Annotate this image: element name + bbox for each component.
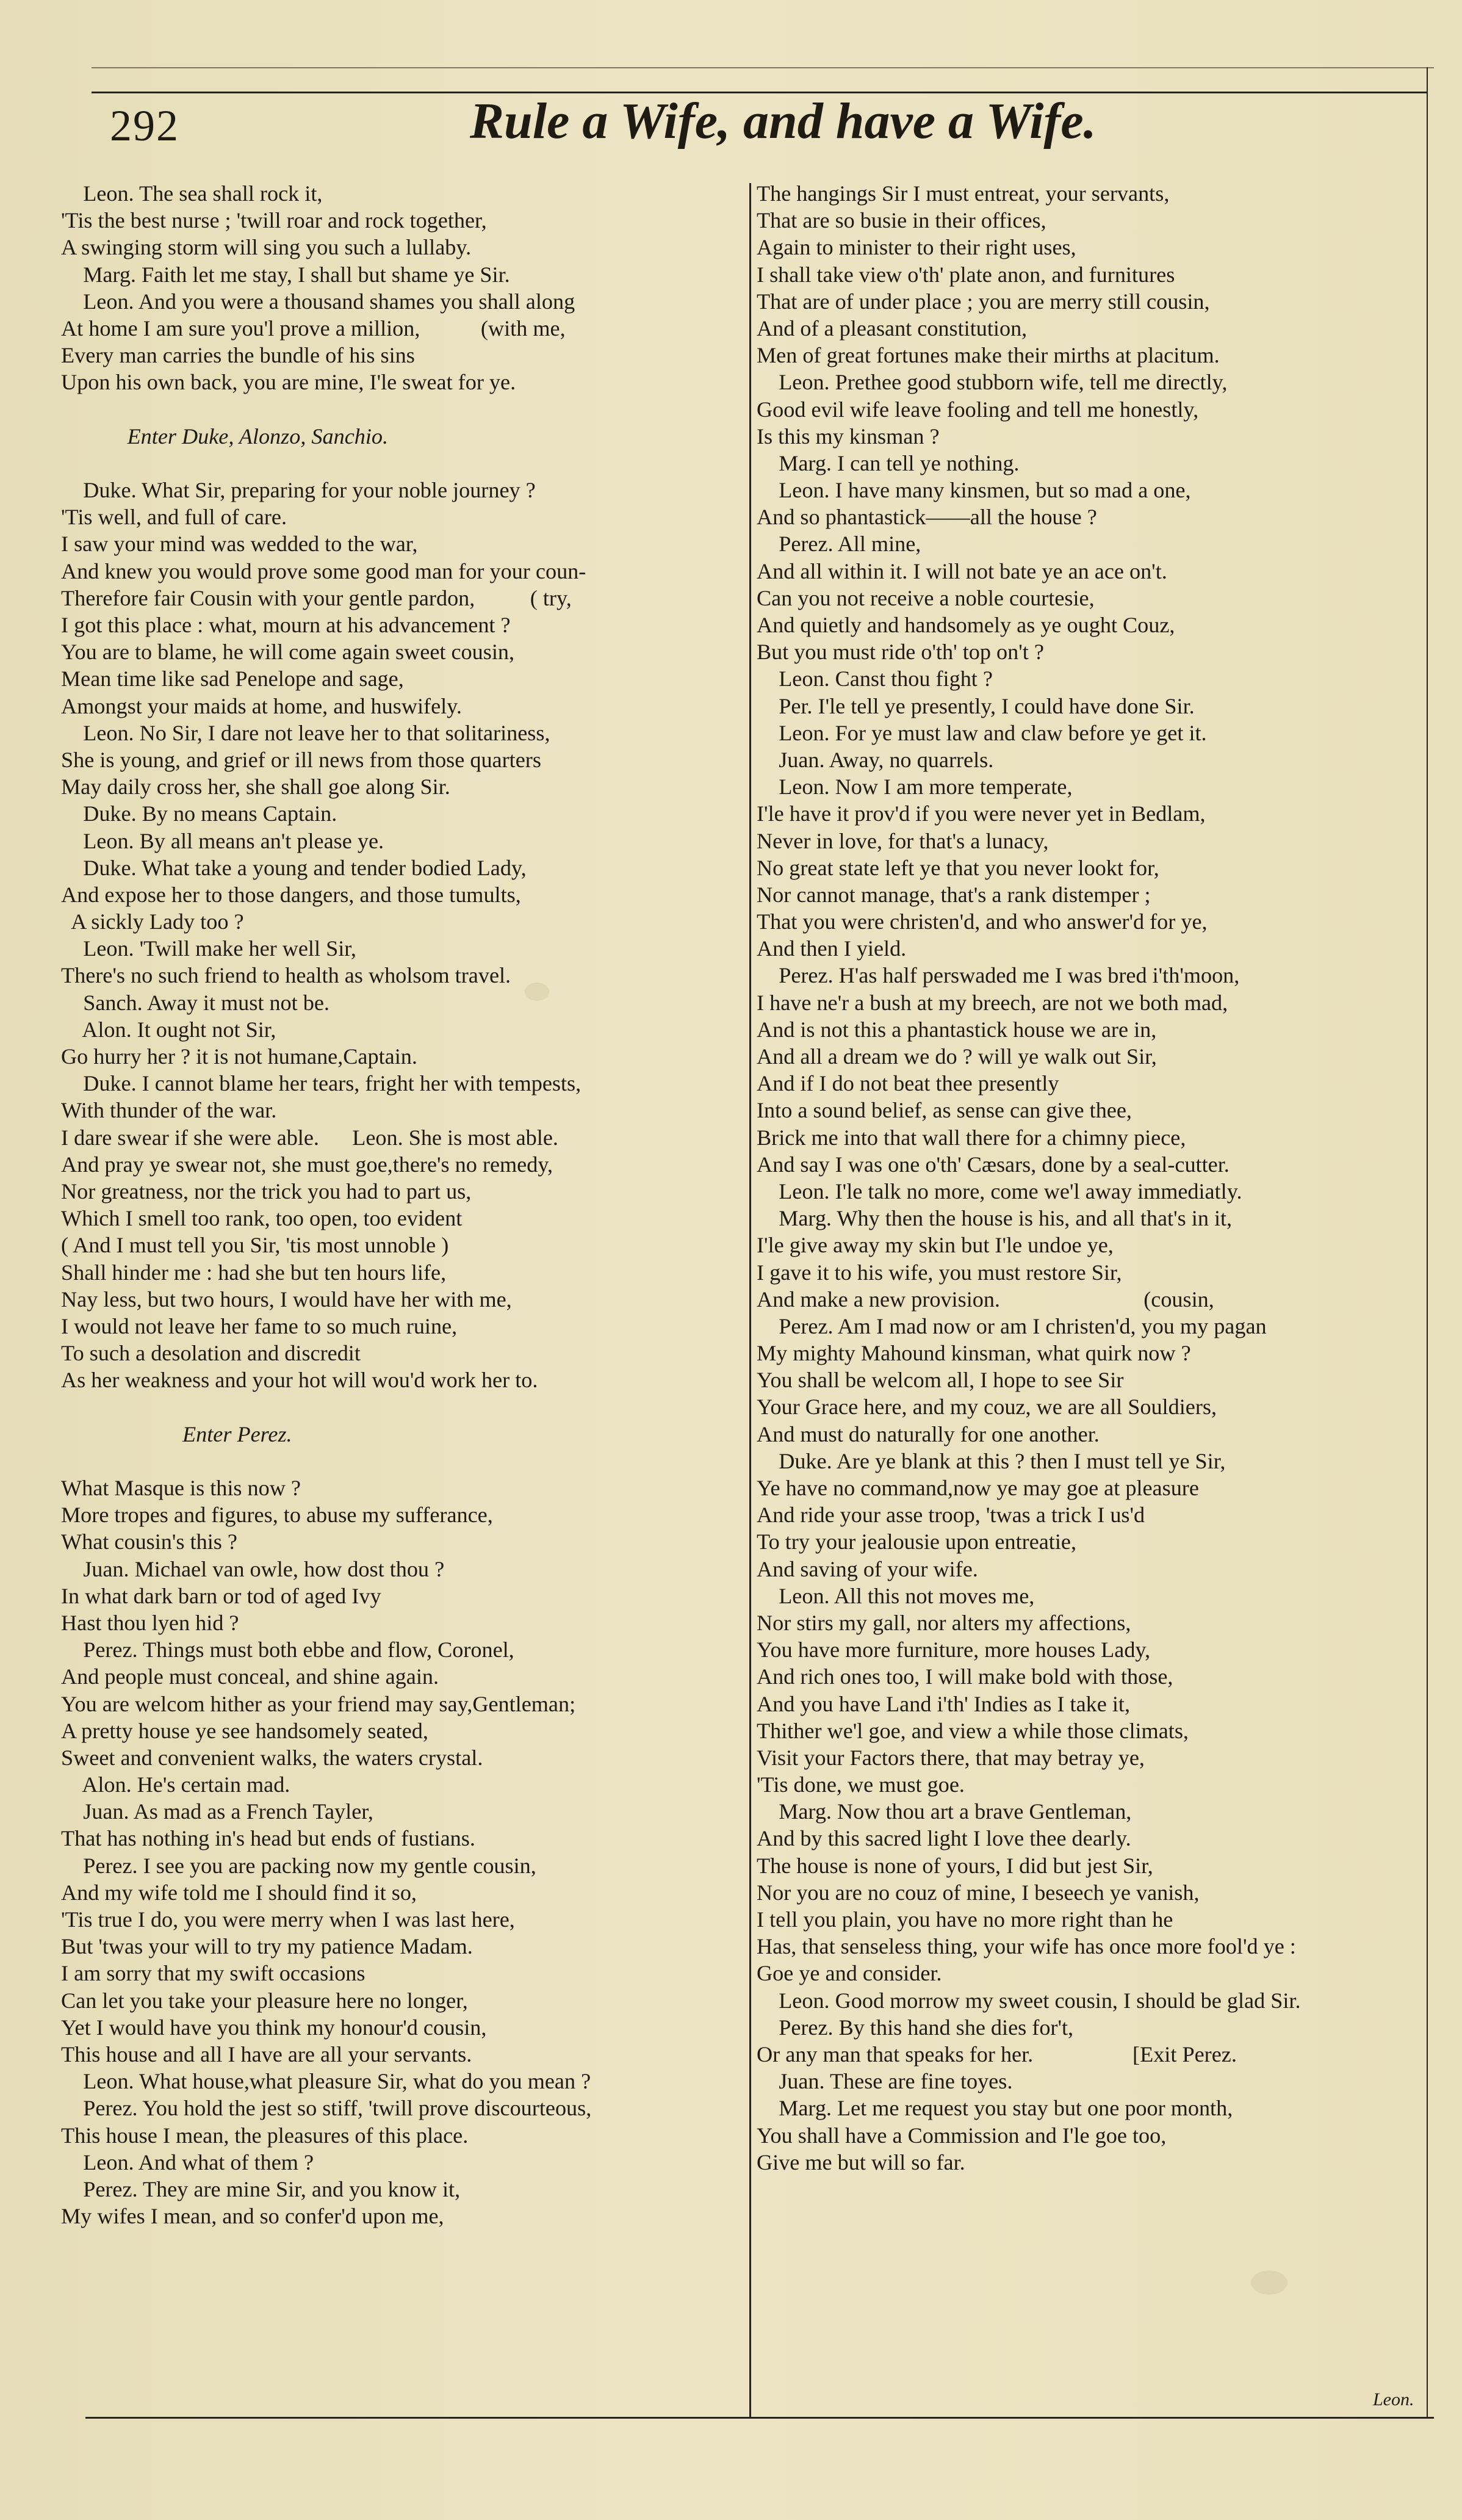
text-line: Hast thou lyen hid ? [61,1610,239,1635]
text-line: 'Tis done, we must goe. [757,1772,965,1797]
text-line: What Masque is this now ? [61,1476,301,1500]
text-line: A pretty house ye see handsomely seated, [61,1718,428,1743]
text-line: Leon. The sea shall rock it, [61,181,323,206]
text-line: Leon. And what of them ? [61,2150,314,2175]
text-line: Marg. Faith let me stay, I shall but shame ye Sir. [61,262,510,287]
text-line: Alon. He's certain mad. [61,1772,290,1797]
text-line: More tropes and figures, to abuse my sufferance, [61,1503,493,1528]
text-line: You shall be welcom all, I hope to see Sir [757,1368,1124,1393]
text-line: Perez. By this hand she dies for't, [757,2015,1074,2040]
text-line: Nor you are no couz of mine, I beseech ye vanish, [757,1880,1200,1905]
text-line: I got this place : what, mourn at his advancement ? [61,613,511,637]
text-line: Is this my kinsman ? [757,424,940,449]
text-line: Brick me into that wall there for a chimny piece, [757,1125,1186,1150]
right-text-column [757,180,1422,2176]
text-line: Leon. Good morrow my sweet cousin, I should be glad Sir. [757,1988,1301,2013]
text-line: Go hurry her ? it is not humane,Captain. [61,1044,417,1069]
text-line: Leon. What house,what pleasure Sir, what do you mean ? [61,2069,591,2094]
text-line: This house I mean, the pleasures of this place. [61,2123,469,2148]
text-line: And my wife told me I should find it so, [61,1880,417,1905]
text-line: I'le have it prov'd if you were never yet in Bedlam, [757,801,1206,826]
text-line: I am sorry that my swift occasions [61,1961,366,1986]
text-line: And people must conceal, and shine again. [61,1664,439,1689]
text-line: Nor cannot manage, that's a rank distemper ; [757,882,1151,907]
text-line: Leon. By all means an't please ye. [61,828,384,853]
text-line: Shall hinder me : had she but ten hours life, [61,1260,447,1285]
text-line: And if I do not beat thee presently [757,1071,1059,1096]
text-line: Per. I'le tell ye presently, I could have done Sir. [757,693,1195,718]
text-line: Leon. Prethee good stubborn wife, tell me directly, [757,370,1228,395]
text-line: Nor stirs my gall, nor alters my affections, [757,1610,1131,1635]
text-line: Alon. It ought not Sir, [61,1017,276,1042]
text-line: Marg. I can tell ye nothing. [757,450,1020,475]
text-line: I would not leave her fame to so much ruine, [61,1313,458,1338]
text-line: And knew you would prove some good man for your coun- [61,558,586,583]
text-line: I saw your mind was wedded to the war, [61,532,418,557]
text-line: Mean time like sad Penelope and sage, [61,666,404,691]
text-line: Amongst your maids at home, and huswifely. [61,693,462,718]
page-frame-right [1427,67,1428,2417]
text-line: Leon. Canst thou fight ? [757,666,993,691]
text-line: And saving of your wife. [757,1556,978,1581]
text-line: As her weakness and your hot will wou'd work her to. [61,1368,538,1393]
text-line: This house and all I have are all your servants. [61,2042,472,2067]
text-line: That has nothing in's head but ends of fustians. [61,1826,475,1851]
text-line: Duke. What take a young and tender bodied Lady, [61,855,527,880]
column-divider [749,183,751,2417]
text-line: Nay less, but two hours, I would have her with me, [61,1287,512,1312]
text-line: May daily cross her, she shall goe along Sir. [61,774,450,800]
text-line: Duke. I cannot blame her tears, fright her with tempests, [61,1071,582,1096]
text-line: And then I yield. [757,936,907,961]
text-line: Good evil wife leave fooling and tell me honestly, [757,397,1199,422]
text-line: Perez. Things must both ebbe and flow, Coronel, [61,1637,514,1663]
text-line: And all within it. I will not bate ye an ace on't. [757,558,1167,583]
text-line: Duke. Are ye blank at this ? then I must tell ye Sir, [757,1448,1226,1473]
text-line: You shall have a Commission and I'le goe too, [757,2123,1167,2148]
text-line: Duke. What Sir, preparing for your noble journey ? [61,478,536,503]
text-line: I dare swear if she were able. Leon. She is most able. [61,1125,558,1150]
text-line: I shall take view o'th' plate anon, and furnitures [757,262,1175,287]
text-line: I tell you plain, you have no more right than he [757,1907,1173,1932]
page-number: 292 [110,101,179,150]
text-line [61,450,744,477]
text-line: A sickly Lady too ? [61,909,244,934]
text-line: Juan. As mad as a French Tayler, [61,1799,373,1824]
text-line [61,1393,744,1420]
text-line: Perez. Am I mad now or am I christen'd, you my pagan [757,1313,1267,1338]
running-title: Rule a Wife, and have a Wife. [470,93,1096,150]
paper-smudge [1251,2270,1287,2295]
text-line: And by this sacred light I love thee dearly. [757,1826,1131,1851]
text-line: There's no such friend to health as wholsom travel. [61,963,511,988]
text-line: Men of great fortunes make their mirths at placitum. [757,343,1220,368]
text-line: That are of under place ; you are merry still cousin, [757,289,1210,314]
text-line: Marg. Let me request you stay but one poor month, [757,2096,1233,2121]
text-line: 'Tis true I do, you were merry when I was last here, [61,1907,515,1932]
text-line: Duke. By no means Captain. [61,801,337,826]
text-line: My mighty Mahound kinsman, what quirk now ? [757,1341,1191,1366]
text-line: You have more furniture, more houses Lady, [757,1637,1151,1663]
text-line: And ride your asse troop, 'twas a trick I us'd [757,1503,1145,1528]
text-line: Marg. Why then the house is his, and all that's in it, [757,1206,1233,1231]
text-line: You are to blame, he will come again sweet cousin, [61,640,515,665]
text-line: Leon. I'le talk no more, come we'l away immediatly. [757,1179,1242,1204]
text-line: And must do naturally for one another. [757,1421,1100,1446]
text-line: Juan. Away, no quarrels. [757,747,994,772]
text-line: I have ne'r a bush at my breech, are not we both mad, [757,990,1228,1015]
text-line: But 'twas your will to try my patience Madam. [61,1934,473,1959]
text-line: And is not this a phantastick house we are in, [757,1017,1157,1042]
text-line: Or any man that speaks for her. [Exit Perez. [757,2042,1237,2067]
text-line: Thither we'l goe, and view a while those climats, [757,1718,1189,1743]
text-line: My wifes I mean, and so confer'd upon me, [61,2204,444,2229]
text-line: And make a new provision. (cousin, [757,1287,1214,1312]
text-line: Leon. And you were a thousand shames you shall along [61,289,575,314]
text-line: And so phantastick——all the house ? [757,505,1097,530]
text-line: And you have Land i'th' Indies as I take it, [757,1691,1130,1716]
text-line: Give me but will so far. [757,2150,965,2175]
text-line: The hangings Sir I must entreat, your servants, [757,181,1170,206]
text-line: Yet I would have you think my honour'd cousin, [61,2015,487,2040]
catchword: Leon. [1373,2389,1414,2410]
text-line: Leon. 'Twill make her well Sir, [61,936,356,961]
text-line: No great state left ye that you never lookt for, [757,855,1159,880]
text-line: In what dark barn or tod of aged Ivy [61,1583,381,1608]
text-line: Leon. All this not moves me, [757,1583,1035,1608]
page-frame-top-outer [92,67,1434,68]
text-line: Never in love, for that's a lunacy, [757,828,1049,853]
text-line: And rich ones too, I will make bold with those, [757,1664,1173,1689]
text-line: Can you not receive a noble courtesie, [757,585,1095,610]
text-line: I'le give away my skin but I'le undoe ye, [757,1233,1114,1258]
text-line: Enter Duke, Alonzo, Sanchio. [61,424,389,449]
footer-rule [85,2417,1434,2419]
text-line: Leon. Now I am more temperate, [757,774,1073,800]
text-line: And say I was one o'th' Cæsars, done by a seal-cutter. [757,1152,1230,1177]
text-line: ( And I must tell you Sir, 'tis most unnoble ) [61,1233,449,1258]
text-line: Which I smell too rank, too open, too evident [61,1206,463,1231]
text-line: To try your jealousie upon entreatie, [757,1529,1077,1554]
text-line: A swinging storm will sing you such a lullaby. [61,235,472,260]
text-line: You are welcom hither as your friend may say,Gentleman; [61,1691,576,1716]
text-line: With thunder of the war. [61,1098,277,1123]
text-line: Juan. Michael van owle, how dost thou ? [61,1556,445,1581]
text-line: Into a sound belief, as sense can give thee, [757,1098,1132,1123]
text-line: Perez. All mine, [757,532,921,557]
text-line: Perez. I see you are packing now my gentle cousin, [61,1853,536,1878]
text-line: I gave it to his wife, you must restore Sir, [757,1260,1122,1285]
text-line: The house is none of yours, I did but jest Sir, [757,1853,1153,1878]
text-line: Marg. Now thou art a brave Gentleman, [757,1799,1132,1824]
text-line: Can let you take your pleasure here no longer, [61,1988,468,2013]
text-line: Perez. They are mine Sir, and you know it, [61,2176,461,2201]
text-line: At home I am sure you'l prove a million, (with me, [61,316,566,341]
text-line: To such a desolation and discredit [61,1341,361,1366]
text-line: Perez. H'as half perswaded me I was bred i'th'moon, [757,963,1240,988]
text-line: And quietly and handsomely as ye ought Couz, [757,613,1175,637]
text-line: Leon. For ye must law and claw before ye get it. [757,720,1207,745]
text-line: Again to minister to their right uses, [757,235,1076,260]
text-line: Has, that senseless thing, your wife has once more fool'd ye : [757,1934,1296,1959]
text-line: And of a pleasant constitution, [757,316,1028,341]
text-line: Sanch. Away it must not be. [61,990,329,1015]
text-line: Goe ye and consider. [757,1961,942,1986]
text-line: And expose her to those dangers, and those tumults, [61,882,521,907]
text-line: And pray ye swear not, she must goe,there's no remedy, [61,1152,553,1177]
text-line: Leon. I have many kinsmen, but so mad a one, [757,478,1191,503]
text-line: Visit your Factors there, that may betray ye, [757,1745,1145,1770]
left-text-column [61,180,744,2229]
text-line: Every man carries the bundle of his sins [61,343,415,368]
text-line: Juan. These are fine toyes. [757,2069,1013,2094]
text-line [61,1448,744,1475]
text-line: Therefore fair Cousin with your gentle pardon, ( try, [61,585,572,610]
text-line: She is young, and grief or ill news from those quarters [61,747,541,772]
text-line: Leon. No Sir, I dare not leave her to that solitariness, [61,720,550,745]
text-line: Your Grace here, and my couz, we are all Souldiers, [757,1395,1217,1420]
text-line: Ye have no command,now ye may goe at pleasure [757,1476,1199,1500]
text-line: Enter Perez. [61,1421,292,1446]
text-line: Sweet and convenient walks, the waters crystal. [61,1745,483,1770]
text-line: But you must ride o'th' top on't ? [757,640,1044,665]
text-line: That you were christen'd, and who answer'd for ye, [757,909,1208,934]
text-line: 'Tis the best nurse ; 'twill roar and rock together, [61,208,487,233]
text-line: Upon his own back, you are mine, I'le sweat for ye. [61,370,516,395]
text-line: Nor greatness, nor the trick you had to part us, [61,1179,472,1204]
text-line: And all a dream we do ? will ye walk out Sir, [757,1044,1157,1069]
text-line [61,396,744,423]
text-line: That are so busie in their offices, [757,208,1046,233]
text-line: What cousin's this ? [61,1529,237,1554]
text-line: 'Tis well, and full of care. [61,505,287,530]
text-line: Perez. You hold the jest so stiff, 'twill prove discourteous, [61,2096,592,2121]
